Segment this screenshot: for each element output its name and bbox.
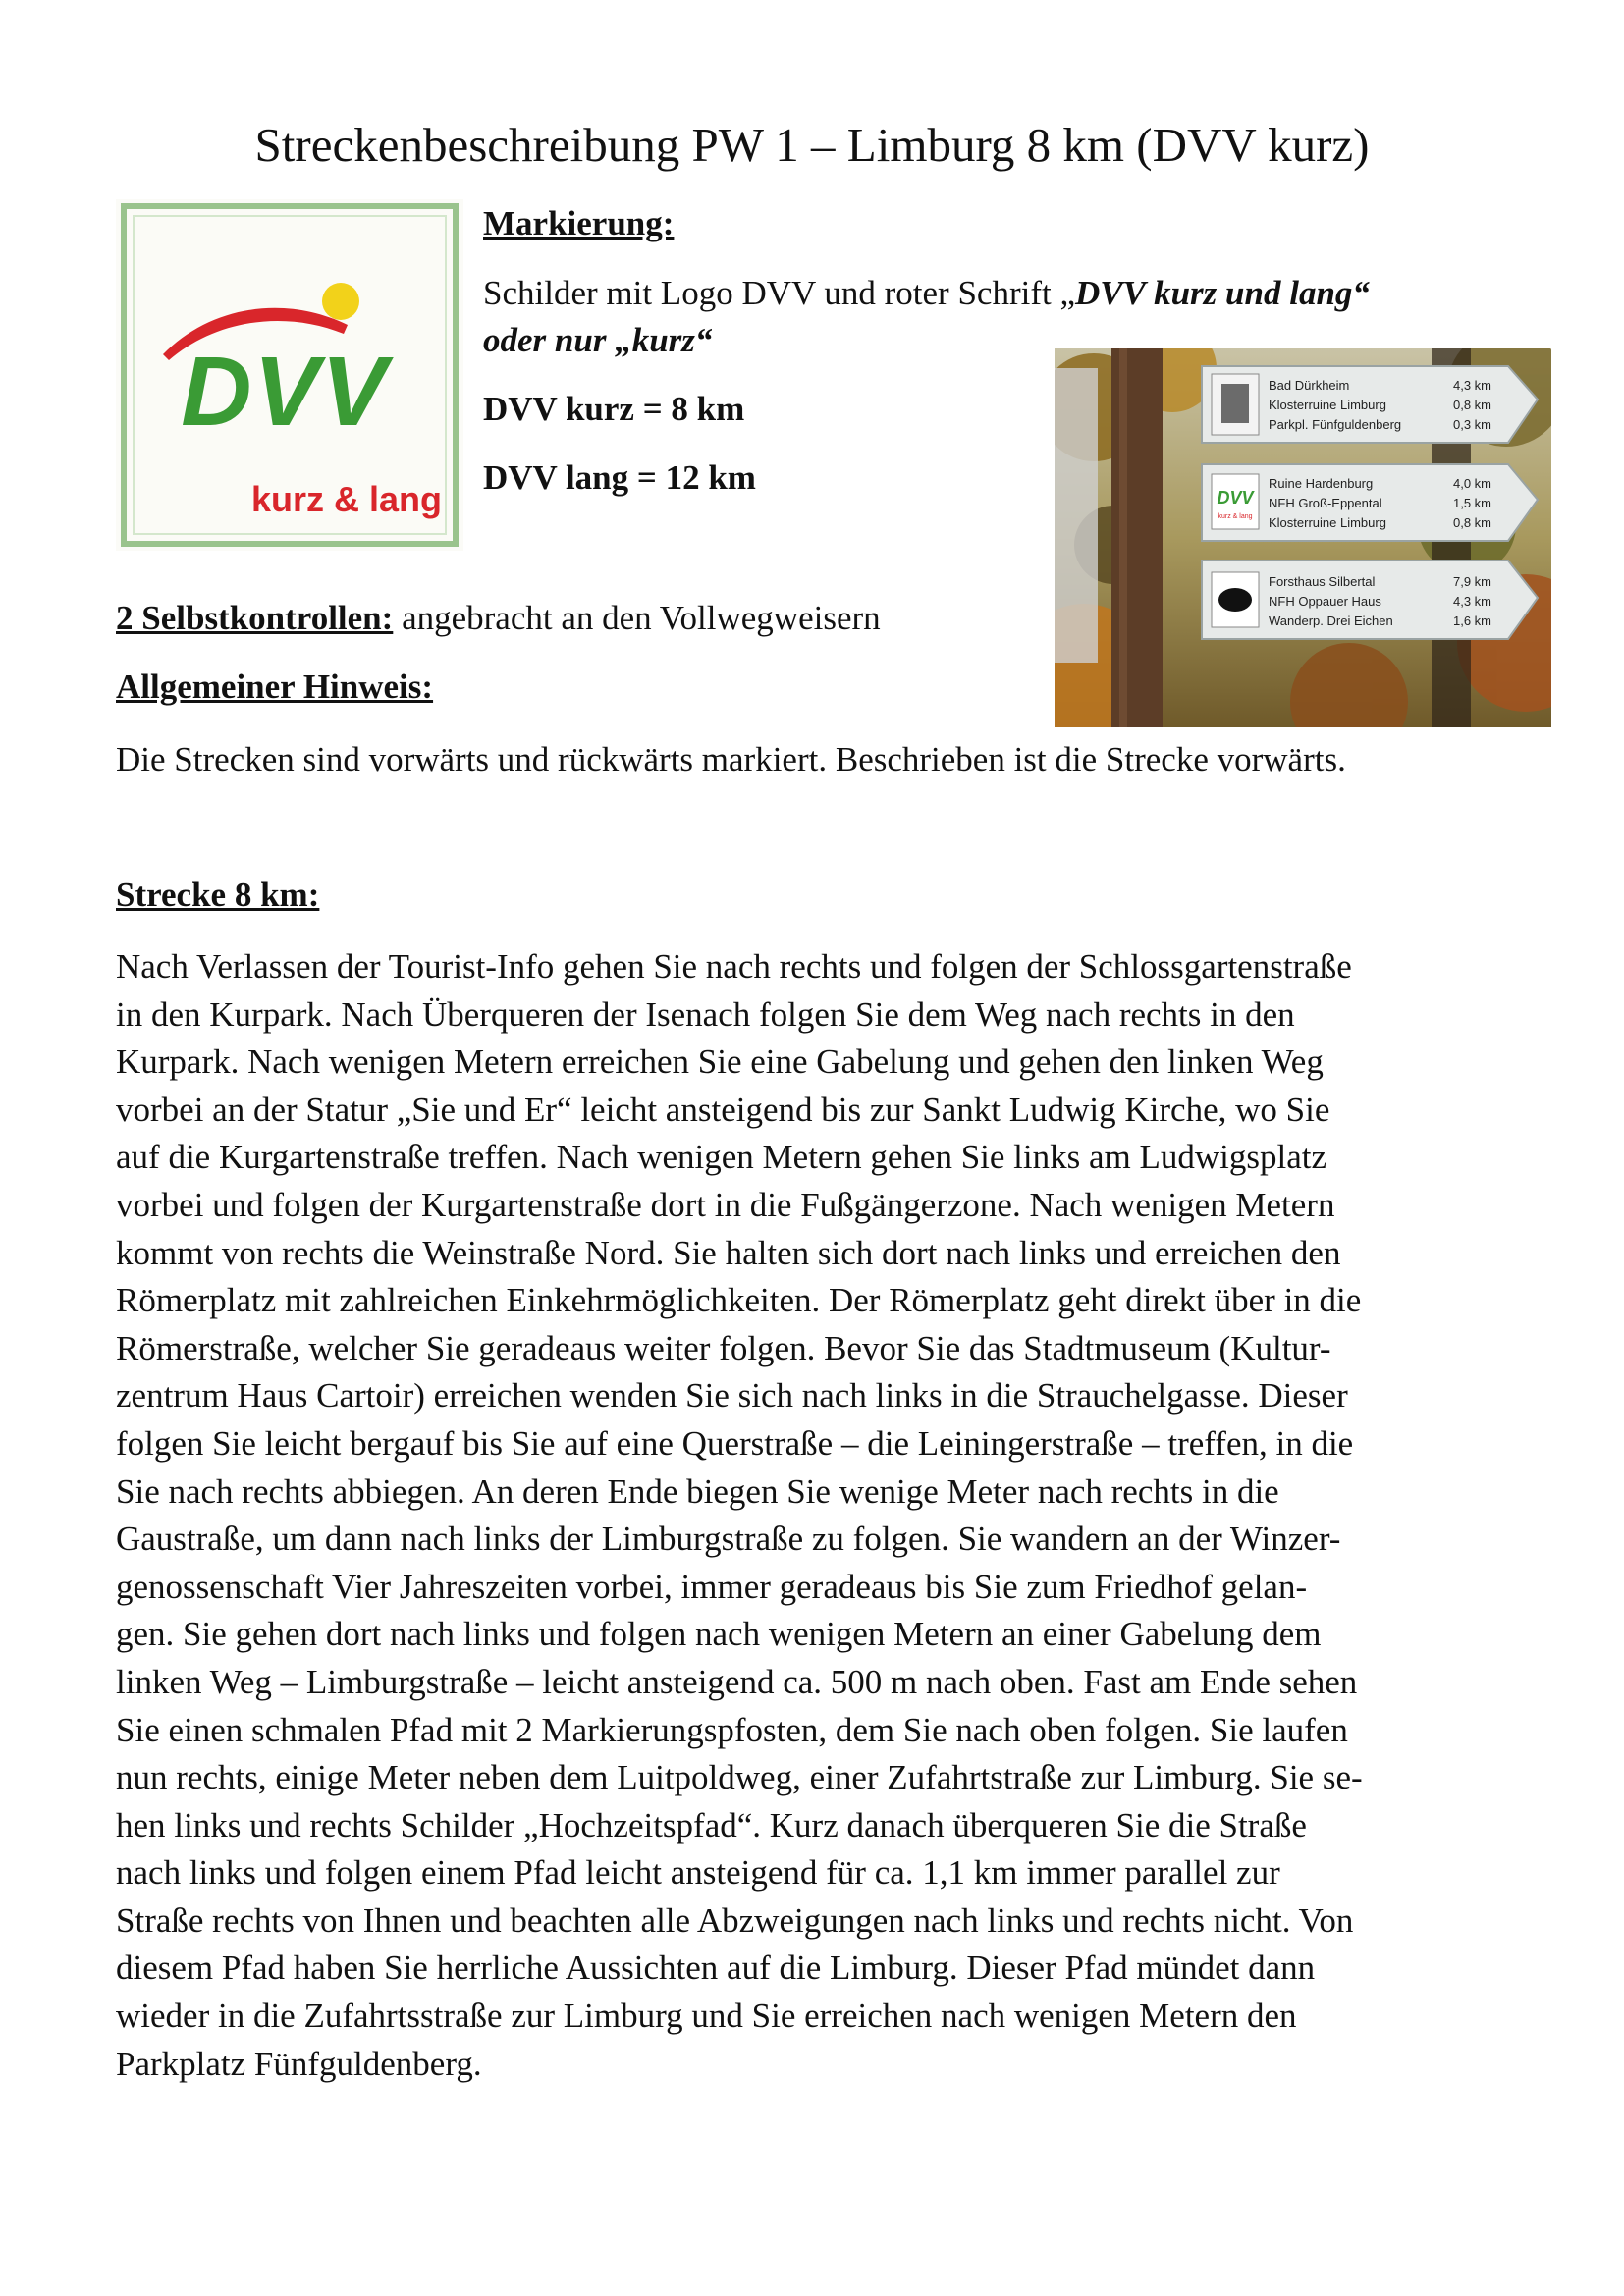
dvv-kurz-distance: DVV kurz = 8 km <box>483 390 745 428</box>
sign-2-row-3-name: Klosterruine Limburg <box>1269 515 1386 530</box>
strecke-line: vorbei und folgen der Kurgartenstraße dort in die Fußgängerzone. Nach wenigen Metern <box>116 1185 1335 1224</box>
sign-logo-sub: kurz & lang <box>1218 513 1253 520</box>
sign-1-row-2-name: Klosterruine Limburg <box>1269 398 1386 412</box>
strecke-line: Römerplatz mit zahlreichen Einkehrmöglichkeiten. Der Römerplatz geht direkt über in die <box>116 1281 1362 1320</box>
strecke-line: zentrum Haus Cartoir) erreichen wenden Sie sich nach links in die Strauchelgasse. Dieser <box>116 1376 1348 1415</box>
markierung-emphasis: DVV kurz und lang“ <box>1075 274 1370 312</box>
logo-sub-text: kurz & lang <box>250 479 443 519</box>
strecke-line: diesem Pfad haben Sie herrliche Aussichten auf die Limburg. Dieser Pfad mündet dann <box>116 1949 1316 1988</box>
sign-2-row-3-dist: 0,8 km <box>1453 515 1492 530</box>
markierung-heading: Markierung: <box>483 204 675 242</box>
sun-dot <box>322 283 359 320</box>
logo-main-text: DVV <box>181 337 389 447</box>
sign-1-row-2-dist: 0,8 km <box>1453 398 1492 412</box>
markierung-line-1-text: Schilder mit Logo DVV und roter Schrift „ <box>483 274 1075 312</box>
sign-3-row-3-dist: 1,6 km <box>1453 614 1492 628</box>
sign-3-row-2-name: NFH Oppauer Haus <box>1269 594 1381 609</box>
selbstkontrollen-text: angebracht an den Vollwegweisern <box>393 599 881 637</box>
strecke-description <box>116 943 1510 2088</box>
strecke-line: linken Weg – Limburgstraße – leicht ansteigend ca. 500 m nach oben. Fast am Ende sehen <box>116 1662 1358 1701</box>
sign-2-row-2-name: NFH Groß-Eppental <box>1269 496 1382 510</box>
selbstkontrollen-label: 2 Selbstkontrollen: <box>116 599 394 637</box>
dvv-lang-distance: DVV lang = 12 km <box>483 458 756 497</box>
sign-3-row-1-name: Forsthaus Silbertal <box>1269 574 1376 589</box>
page-title: Streckenbeschreibung PW 1 – Limburg 8 km (DVV kurz) <box>254 118 1370 172</box>
strecke-line: Gaustraße, um dann nach links der Limburgstraße zu folgen. Sie wandern an der Winzer- <box>116 1520 1341 1559</box>
sign-2-row-1-dist: 4,0 km <box>1453 476 1492 491</box>
strecke-line: genossenschaft Vier Jahreszeiten vorbei, immer geradeaus bis Sie zum Friedhof gelan- <box>116 1567 1308 1606</box>
strecke-heading: Strecke 8 km: <box>116 876 320 914</box>
markierung-line-2: oder nur „kurz“ <box>483 321 713 359</box>
sign-3-row-1-dist: 7,9 km <box>1453 574 1492 589</box>
strecke-line: wieder in die Zufahrtsstraße zur Limburg und Sie erreichen nach wenigen Metern den <box>116 1997 1297 2036</box>
dvv-logo-graphic <box>116 199 463 551</box>
sign-logo-text: DVV <box>1217 488 1254 507</box>
selbstkontrollen-line <box>116 595 1510 642</box>
strecke-line: Straße rechts von Ihnen und beachten alle Abzweigungen nach links und rechts nicht. Von <box>116 1900 1354 1940</box>
strecke-line: vorbei an der Statur „Sie und Er“ leicht ansteigend bis zur Sankt Ludwig Kirche, wo Sie <box>116 1090 1330 1129</box>
sign-3-row-2-dist: 4,3 km <box>1453 594 1492 609</box>
sign-2-row-2-dist: 1,5 km <box>1453 496 1492 510</box>
hinweis-text: Die Strecken sind vorwärts und rückwärts markiert. Beschrieben ist die Strecke vorwärts. <box>116 740 1346 778</box>
strecke-line: auf die Kurgartenstraße treffen. Nach wenigen Metern gehen Sie links am Ludwigsplatz <box>116 1138 1327 1177</box>
hinweis-heading: Allgemeiner Hinweis: <box>116 667 434 706</box>
sign-2-row-1-name: Ruine Hardenburg <box>1269 476 1374 491</box>
strecke-line: Römerstraße, welcher Sie geradeaus weiter folgen. Bevor Sie das Stadtmuseum (Kultur- <box>116 1328 1331 1367</box>
strecke-line: kommt von rechts die Weinstraße Nord. Sie halten sich dort nach links und erreichen den <box>116 1233 1341 1272</box>
sign-3-row-3-name: Wanderp. Drei Eichen <box>1269 614 1393 628</box>
strecke-line: Kurpark. Nach wenigen Metern erreichen Sie eine Gabelung und gehen den linken Weg <box>116 1042 1324 1082</box>
sign-1-row-1-dist: 4,3 km <box>1453 378 1492 393</box>
dvv-logo <box>116 199 463 551</box>
strecke-line: gen. Sie gehen dort nach links und folgen nach wenigen Metern an einer Gabelung dem <box>116 1615 1322 1654</box>
strecke-line: Sie nach rechts abbiegen. An deren Ende biegen Sie wenige Meter nach rechts in die <box>116 1471 1279 1511</box>
sign-1-row-3-name: Parkpl. Fünfguldenberg <box>1269 417 1402 432</box>
strecke-line: folgen Sie leicht bergauf bis Sie auf eine Querstraße – die Leiningerstraße – treffen, in die <box>116 1423 1354 1463</box>
strecke-line: hen links und rechts Schilder „Hochzeitspfad“. Kurz danach überqueren Sie die Straße <box>116 1805 1307 1844</box>
markierung-line-1 <box>483 270 1504 317</box>
sign-1-row-1-name: Bad Dürkheim <box>1269 378 1350 393</box>
strecke-line: nun rechts, einige Meter neben dem Luitpoldweg, einer Zufahrtstraße zur Limburg. Sie se- <box>116 1758 1363 1797</box>
strecke-line: Sie einen schmalen Pfad mit 2 Markierungspfosten, dem Sie nach oben folgen. Sie laufen <box>116 1710 1348 1749</box>
strecke-line: Nach Verlassen der Tourist-Info gehen Sie nach rechts und folgen der Schlossgartenstraße <box>116 947 1352 986</box>
sign-1-row-3-dist: 0,3 km <box>1453 417 1492 432</box>
strecke-line: Parkplatz Fünfguldenberg. <box>116 2044 482 2083</box>
strecke-line: nach links und folgen einem Pfad leicht ansteigend für ca. 1,1 km immer parallel zur <box>116 1853 1280 1893</box>
strecke-line: in den Kurpark. Nach Überqueren der Isenach folgen Sie dem Weg nach rechts in den <box>116 994 1295 1034</box>
